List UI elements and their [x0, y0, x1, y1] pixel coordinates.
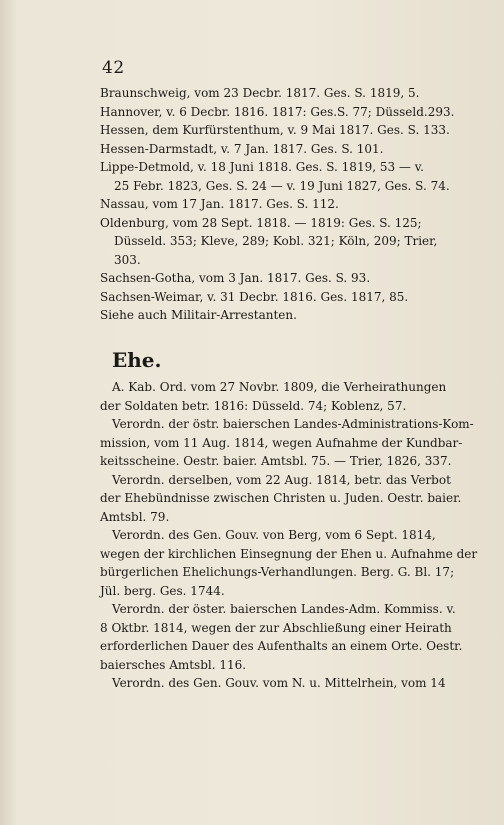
page-number: 42	[102, 58, 125, 78]
paragraph-line: Verordn. derselben, vom 22 Aug. 1814, betr. das Verbot	[112, 472, 451, 487]
paragraph-line: baiersches Amtsbl. 116.	[100, 657, 247, 672]
paragraph-line: Verordn. des Gen. Gouv. vom N. u. Mittelrhein, vom 14	[112, 676, 446, 690]
paragraph-line: keitsscheine. Oestr. baier. Amtsbl. 75. — Trier, 1826, 337.	[100, 454, 452, 468]
paragraph-line: wegen der kirchlichen Einsegnung der Ehen u. Aufnahme der	[100, 546, 478, 561]
paragraph-line: Verordn. der öster. baierschen Landes-Adm. Kommiss. v.	[112, 602, 456, 616]
entry-line: Hessen-Darmstadt, v. 7 Jan. 1817. Ges. S. 101.	[100, 141, 384, 156]
paragraph-line: erforderlichen Dauer des Aufenthalts an einem Orte. Oestr.	[100, 639, 463, 653]
entry-line: Hannover, v. 6 Decbr. 1816. 1817: Ges.S. 77; Düsseld.293.	[100, 104, 455, 119]
paragraph-line: A. Kab. Ord. vom 27 Novbr. 1809, die Verheirathungen	[112, 380, 447, 394]
entry-line: Nassau, vom 17 Jan. 1817. Ges. S. 112.	[100, 197, 339, 211]
section-heading: Ehe.	[112, 348, 162, 372]
entry-line: Braunschweig, vom 23 Decbr. 1817. Ges. S. 1819, 5.	[100, 86, 420, 100]
entry-line: Sachsen-Gotha, vom 3 Jan. 1817. Ges. S. 93.	[100, 271, 371, 285]
paragraph-line: mission, vom 11 Aug. 1814, wegen Aufnahme der Kundbar-	[100, 435, 463, 450]
paragraph-line: 8 Oktbr. 1814, wegen der zur Abschließung einer Heirath	[100, 620, 452, 635]
entry-line: Lippe-Detmold, v. 18 Juni 1818. Ges. S. 1819, 53 — v.	[100, 160, 424, 174]
section-body	[100, 378, 496, 693]
entry-line: Oldenburg, vom 28 Sept. 1818. — 1819: Ges. S. 125;	[100, 215, 422, 230]
entries-list	[100, 84, 496, 325]
entry-line: Düsseld. 353; Kleve, 289; Kobl. 321; Köln, 209; Trier,	[114, 234, 438, 248]
paragraph-line: der Soldaten betr. 1816: Düsseld. 74; Koblenz, 57.	[100, 398, 407, 413]
paragraph-line: Verordn. der östr. baierschen Landes-Administrations-Kom-	[112, 417, 474, 431]
paragraph-line: Verordn. des Gen. Gouv. von Berg, vom 6 Sept. 1814,	[112, 528, 436, 542]
entry-line: Sachsen-Weimar, v. 31 Decbr. 1816. Ges. 1817, 85.	[100, 289, 409, 304]
entry-line: 25 Febr. 1823, Ges. S. 24 — v. 19 Juni 1827, Ges. S. 74.	[114, 178, 450, 193]
entry-line: Siehe auch Militair-Arrestanten.	[100, 308, 297, 322]
paragraph-line: Jül. berg. Ges. 1744.	[100, 583, 225, 598]
paragraph-line: der Ehebündnisse zwischen Christen u. Juden. Oestr. baier.	[100, 491, 462, 505]
entry-line: 303.	[114, 252, 141, 267]
entry-line: Hessen, dem Kurfürstenthum, v. 9 Mai 1817. Ges. S. 133.	[100, 123, 450, 137]
paragraph-line: bürgerlichen Ehelichungs-Verhandlungen. Berg. G. Bl. 17;	[100, 565, 455, 579]
paragraph-line: Amtsbl. 79.	[100, 509, 170, 524]
